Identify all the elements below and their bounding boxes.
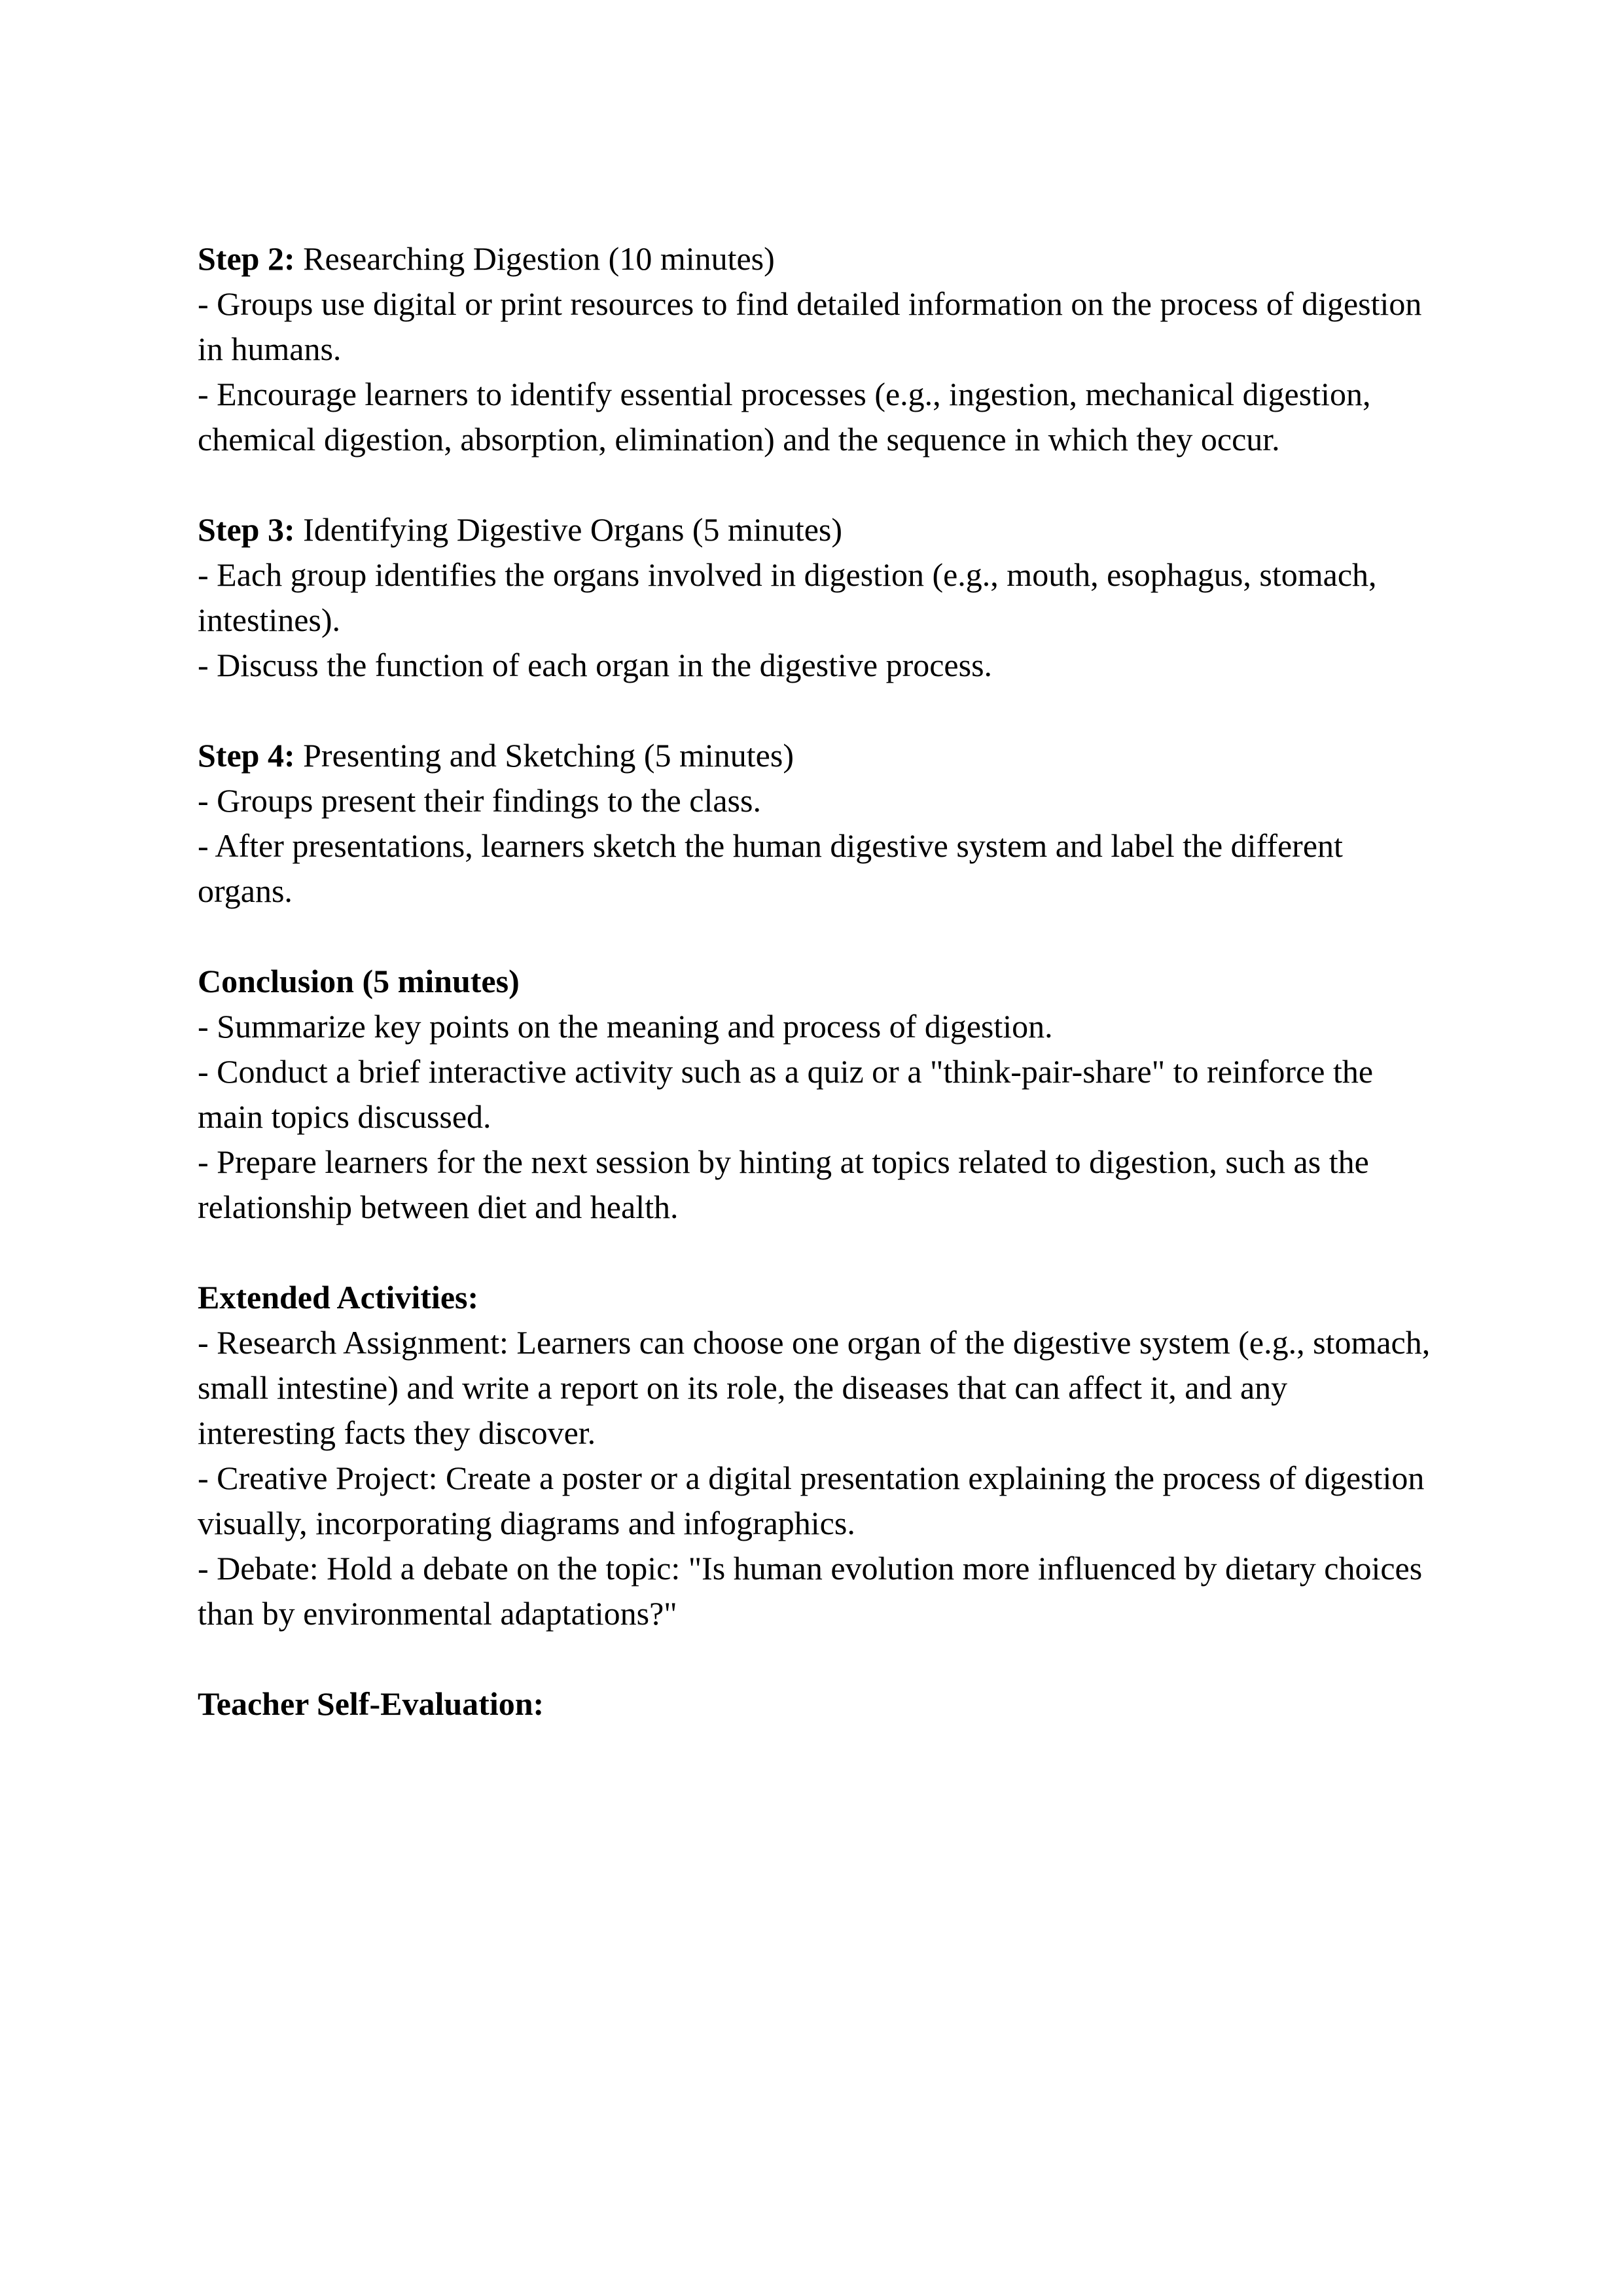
- heading-bold-prefix: Step 3:: [198, 511, 295, 548]
- heading-bold-prefix: Extended Activities:: [198, 1279, 479, 1316]
- heading-regular-text: Presenting and Sketching (5 minutes): [294, 737, 794, 774]
- bullet-line: - Summarize key points on the meaning and process of digestion.: [198, 1008, 1053, 1045]
- bullet-line: - Discuss the function of each organ in the digestive process.: [198, 647, 993, 683]
- section-step-2: [198, 236, 1571, 462]
- heading-regular-text: Researching Digestion (10 minutes): [294, 240, 775, 277]
- bullet-line: - Research Assignment: Learners can choose one organ of the digestive system (e.g., stomach,: [198, 1324, 1431, 1361]
- bullet-line: - Debate: Hold a debate on the topic: "Is human evolution more influenced by dietary choices: [198, 1550, 1423, 1587]
- heading-bold-prefix: Step 2:: [198, 240, 295, 277]
- bullet-line: in humans.: [198, 331, 342, 367]
- section-heading: [198, 733, 1571, 778]
- bullet-line: - Each group identifies the organs involved in digestion (e.g., mouth, esophagus, stomach,: [198, 556, 1377, 593]
- bullet-line: - Creative Project: Create a poster or a digital presentation explaining the process of digestion: [198, 1460, 1425, 1496]
- section-heading: [198, 507, 1571, 552]
- bullet-line: than by environmental adaptations?": [198, 1595, 677, 1632]
- bullet-line: visually, incorporating diagrams and infographics.: [198, 1505, 855, 1541]
- bullet-line: chemical digestion, absorption, elimination) and the sequence in which they occur.: [198, 421, 1280, 457]
- bullet-line: - After presentations, learners sketch the human digestive system and label the different: [198, 827, 1343, 864]
- section-heading: [198, 1275, 1571, 1320]
- section-teacher-self-evaluation: [198, 1681, 1571, 1727]
- heading-bold-prefix: Conclusion (5 minutes): [198, 963, 520, 999]
- section-step-4: [198, 733, 1571, 914]
- section-heading: [198, 959, 1571, 1004]
- bullet-line: intestines).: [198, 601, 341, 638]
- bullet-line: - Encourage learners to identify essential processes (e.g., ingestion, mechanical digestion,: [198, 376, 1371, 412]
- bullet-line: - Conduct a brief interactive activity such as a quiz or a "think-pair-share" to reinforce the: [198, 1053, 1374, 1090]
- heading-bold-prefix: Teacher Self-Evaluation:: [198, 1685, 544, 1722]
- bullet-line: - Prepare learners for the next session by hinting at topics related to digestion, such as the: [198, 1143, 1369, 1180]
- bullet-line: main topics discussed.: [198, 1098, 491, 1135]
- bullet-line: - Groups use digital or print resources to find detailed information on the process of digestion: [198, 285, 1422, 322]
- section-heading: [198, 236, 1571, 281]
- bullet-line: small intestine) and write a report on its role, the diseases that can affect it, and any: [198, 1369, 1288, 1406]
- heading-regular-text: Identifying Digestive Organs (5 minutes): [294, 511, 843, 548]
- section-heading: [198, 1681, 1571, 1727]
- bullet-line: organs.: [198, 872, 293, 909]
- heading-bold-prefix: Step 4:: [198, 737, 295, 774]
- section-conclusion: [198, 959, 1571, 1230]
- bullet-line: - Groups present their findings to the class.: [198, 782, 761, 819]
- section-step-3: [198, 507, 1571, 688]
- bullet-line: interesting facts they discover.: [198, 1414, 596, 1451]
- bullet-line: relationship between diet and health.: [198, 1189, 679, 1225]
- section-extended-activities: [198, 1275, 1571, 1636]
